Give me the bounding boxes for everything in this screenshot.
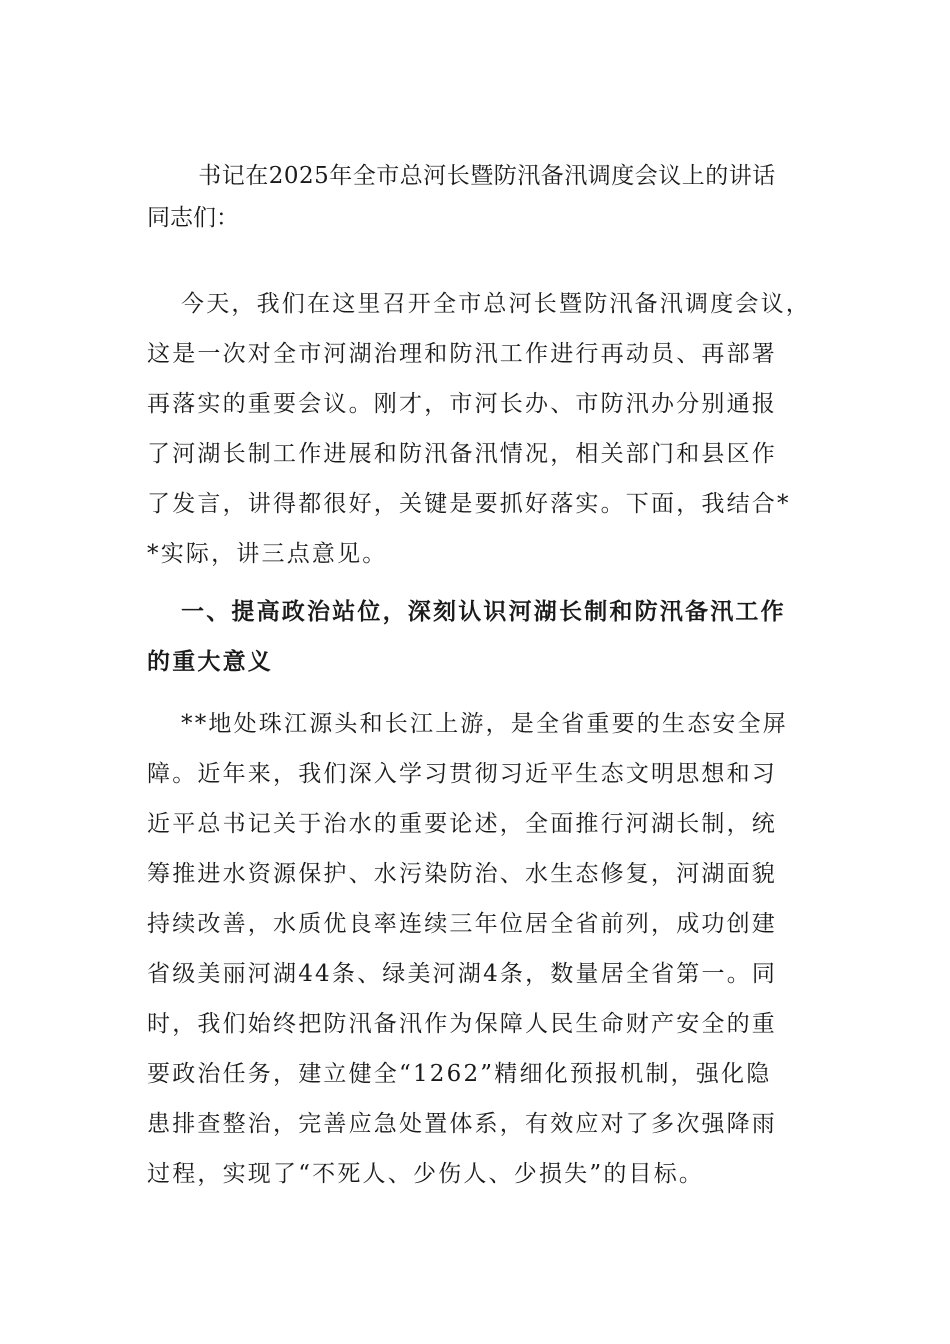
section-1-heading-line-1: 一、提高政治站位，深刻认识河湖长制和防汛备汛工作	[181, 598, 786, 625]
section-1-body-line-4: 筹推进水资源保护、水污染防治、水生态修复，河湖面貌	[147, 861, 777, 887]
section-1-body-line-9: 患排查整治，完善应急处置体系，有效应对了多次强降雨	[147, 1111, 777, 1137]
section-1-heading-line-2: 的重大意义	[147, 648, 273, 675]
document-title: 书记在2025年全市总河长暨防汛备汛调度会议上的讲话	[198, 163, 776, 189]
intro-line-5: 了发言，讲得都很好，关键是要抓好落实。下面，我结合*	[147, 491, 791, 517]
section-1-body-line-10: 过程，实现了“不死人、少伤人、少损失”的目标。	[147, 1161, 705, 1187]
section-1-body-line-6: 省级美丽河湖44条、绿美河湖4条，数量居全省第一。同	[147, 961, 778, 987]
section-1-body-line-7: 时，我们始终把防汛备汛作为保障人民生命财产安全的重	[147, 1011, 777, 1037]
intro-line-6: *实际，讲三点意见。	[147, 541, 388, 567]
section-1-body-line-3: 近平总书记关于治水的重要论述，全面推行河湖长制，统	[147, 811, 777, 837]
intro-line-1: 今天，我们在这里召开全市总河长暨防汛备汛调度会议，	[181, 291, 811, 317]
section-1-body-line-8: 要政治任务，建立健全“1262”精细化预报机制，强化隐	[147, 1061, 772, 1087]
salutation: 同志们：	[147, 205, 239, 231]
section-1-body-line-2: 障。近年来，我们深入学习贯彻习近平生态文明思想和习	[147, 761, 777, 787]
intro-line-2: 这是一次对全市河湖治理和防汛工作进行再动员、再部署	[147, 341, 777, 367]
intro-line-3: 再落实的重要会议。刚才，市河长办、市防汛办分别通报	[147, 391, 777, 417]
section-1-body-line-1: **地处珠江源头和长江上游，是全省重要的生态安全屏	[181, 711, 788, 737]
section-1-body-line-5: 持续改善，水质优良率连续三年位居全省前列，成功创建	[147, 911, 777, 937]
intro-line-4: 了河湖长制工作进展和防汛备汛情况，相关部门和县区作	[147, 441, 777, 467]
